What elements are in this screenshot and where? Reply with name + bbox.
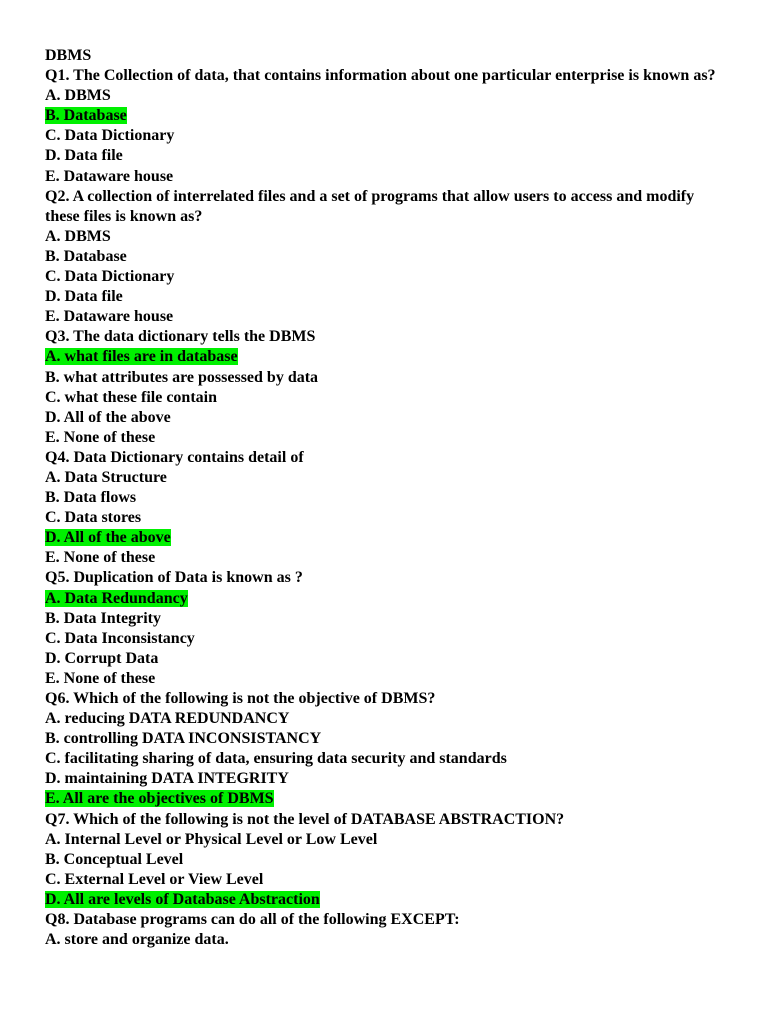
answer-option	[45, 146, 728, 166]
answer-text: E. None of these	[45, 428, 156, 446]
question-block	[45, 66, 728, 187]
question-text: Q2. A collection of interrelated files and a set of programs that allow users to access and modify these files is known as?	[45, 187, 699, 225]
answer-text: D. All of the above	[45, 408, 171, 426]
answer-text: A. Internal Level or Physical Level or Low Level	[45, 830, 378, 848]
answer-option	[45, 488, 728, 508]
answer-text: D. maintaining DATA INTEGRITY	[45, 770, 289, 788]
answer-option	[45, 709, 728, 729]
answer-option	[45, 408, 728, 428]
answer-option	[45, 850, 728, 870]
answer-option	[45, 388, 728, 408]
question-block	[45, 327, 728, 448]
answer-text: D. Data file	[45, 147, 123, 165]
answer-text: E. Dataware house	[45, 167, 174, 185]
answer-option	[45, 287, 728, 307]
question-text: Q6. Which of the following is not the objective of DBMS?	[45, 690, 436, 707]
answer-option	[45, 126, 728, 146]
question-list	[45, 66, 728, 950]
answer-text: C. what these file contain	[45, 388, 217, 406]
answer-text: A. DBMS	[45, 87, 111, 105]
answer-option	[45, 267, 728, 287]
highlighted-answer-text: B. Database	[45, 107, 127, 125]
answer-option	[45, 167, 728, 187]
question-block	[45, 910, 728, 950]
answer-option	[45, 548, 728, 568]
answer-option	[45, 649, 728, 669]
question-block	[45, 689, 728, 810]
answer-text: E. None of these	[45, 669, 156, 687]
answer-option	[45, 830, 728, 850]
highlighted-answer-text: A. Data Redundancy	[45, 589, 188, 607]
answer-text: A. reducing DATA REDUNDANCY	[45, 710, 290, 728]
answer-option-correct	[45, 589, 728, 609]
highlighted-answer-text: E. All are the objectives of DBMS	[45, 790, 274, 808]
answer-option	[45, 930, 728, 950]
answer-text: A. Data Structure	[45, 468, 167, 486]
answer-option	[45, 729, 728, 749]
answer-text: E. None of these	[45, 549, 156, 567]
answer-option	[45, 508, 728, 528]
answer-option	[45, 307, 728, 327]
answer-text: A. store and organize data.	[45, 931, 229, 949]
answer-option-correct	[45, 789, 728, 809]
answer-text: B. Conceptual Level	[45, 850, 184, 868]
answer-text: B. Database	[45, 247, 127, 265]
answer-option	[45, 86, 728, 106]
answer-option-correct	[45, 347, 728, 367]
answer-text: C. Data Dictionary	[45, 127, 175, 145]
answer-option-correct	[45, 106, 728, 126]
answer-text: C. facilitating sharing of data, ensuring data security and standards	[45, 750, 507, 768]
answer-text: B. Data flows	[45, 489, 137, 507]
answer-text: B. controlling DATA INCONSISTANCY	[45, 730, 322, 748]
answer-text: D. Corrupt Data	[45, 649, 159, 667]
answer-text: B. Data Integrity	[45, 609, 161, 627]
answer-option	[45, 247, 728, 267]
highlighted-answer-text: D. All of the above	[45, 529, 171, 547]
document-title: DBMS	[45, 47, 92, 64]
answer-text: E. Dataware house	[45, 308, 174, 326]
question-block	[45, 448, 728, 569]
answer-text: B. what attributes are possessed by data	[45, 368, 319, 386]
answer-text: C. Data stores	[45, 509, 142, 527]
answer-option	[45, 629, 728, 649]
answer-text: C. Data Dictionary	[45, 268, 175, 286]
highlighted-answer-text: A. what files are in database	[45, 348, 238, 366]
answer-option	[45, 669, 728, 689]
question-block	[45, 810, 728, 910]
highlighted-answer-text: D. All are levels of Database Abstraction	[45, 890, 320, 908]
question-text: Q8. Database programs can do all of the following EXCEPT:	[45, 911, 460, 929]
answer-option	[45, 769, 728, 789]
answer-text: C. External Level or View Level	[45, 870, 264, 888]
question-text: Q3. The data dictionary tells the DBMS	[45, 328, 316, 346]
answer-option	[45, 749, 728, 769]
answer-option-correct	[45, 890, 728, 910]
answer-option	[45, 870, 728, 890]
answer-text: A. DBMS	[45, 227, 111, 245]
question-text: Q1. The Collection of data, that contains information about one particular enterprise is known as?	[45, 67, 716, 85]
answer-option-correct	[45, 528, 728, 548]
answer-option	[45, 368, 728, 388]
question-text: Q7. Which of the following is not the level of DATABASE ABSTRACTION?	[45, 810, 565, 828]
answer-text: D. Data file	[45, 288, 123, 306]
answer-option	[45, 227, 728, 247]
answer-option	[45, 609, 728, 629]
question-text: Q5. Duplication of Data is known as ?	[45, 569, 303, 587]
answer-text: C. Data Inconsistancy	[45, 629, 195, 647]
question-block	[45, 568, 728, 689]
answer-option	[45, 428, 728, 448]
question-text: Q4. Data Dictionary contains detail of	[45, 448, 304, 466]
answer-option	[45, 468, 728, 488]
question-block	[45, 187, 728, 328]
